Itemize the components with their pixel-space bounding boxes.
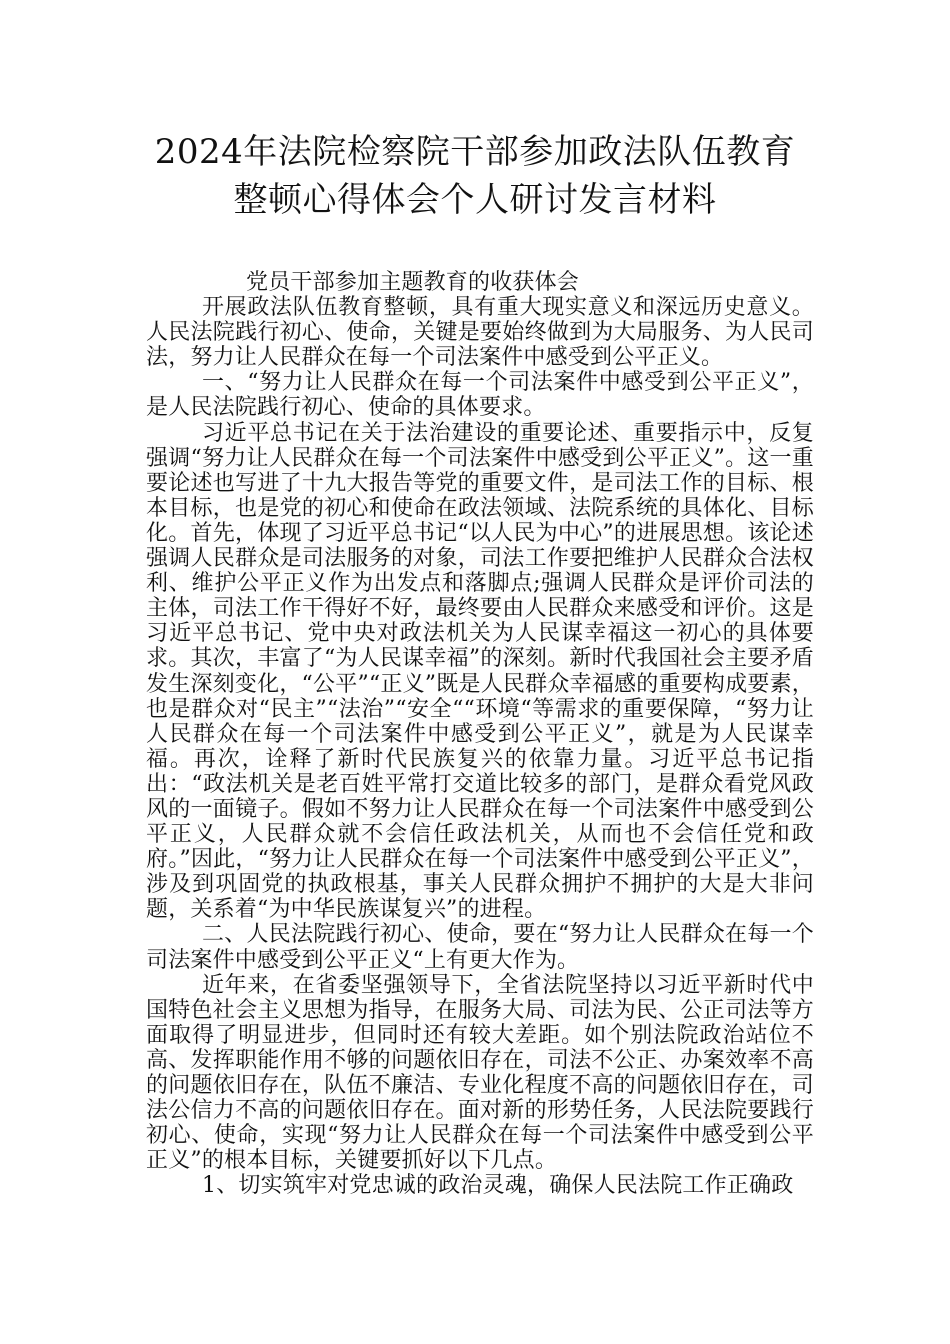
paragraph-section-1: 习近平总书记在关于法治建设的重要论述、重要指示中，反复强调“努力让人民群众在每一个司法案件中感受到公平正义”。这一重要论述也写进了十九大报告等党的重要文件，是司法工作的目标、根本目标，也是党的初心和使命在政法领域、法院系统的具体化、目标化。首先，体现了习近平总书记“以人民为中心”的进展思想。该论述强调人民群众是司法服务的对象，司法工作要把维护人民群众合法权利、维护公平正义作为出发点和落脚点;强调人民群众是评价司法的主体，司法工作干得好不好，最终要由人民群众来感受和评价。这是习近平总书记、党中央对政法机关为人民谋幸福这一初心的具体要求。其次，丰富了“为人民谋幸福”的深刻。新时代我国社会主要矛盾发生深刻变化，“公平”“正义”既是人民群众幸福感的重要构成要素，也是群众对“民主”“法治”“安全““环境“等需求的重要保障，“努力让人民群众在每一个司法案件中感受到公平正义”，就是为人民谋幸福。再次，诠释了新时代民族复兴的依靠力量。习近平总书记指出：“政法机关是老百姓平常打交道比较多的部门，是群众看党风政风的一面镜子。假如不努力让人民群众在每一个司法案件中感受到公平正义，人民群众就不会信任政法机关，从而也不会信任党和政府。”因此，“努力让人民群众在每一个司法案件中感受到公平正义”，涉及到巩固党的执政根基，事关人民群众拥护不拥护的大是大非问题，关系着“为中华民族谋复兴”的进程。	[146, 420, 814, 923]
document-body	[146, 270, 814, 1198]
document-title	[60, 128, 890, 224]
document-subtitle: 党员干部参加主题教育的收获体会	[246, 270, 580, 295]
paragraph-intro: 开展政法队伍教育整顿，具有重大现实意义和深远历史意义。人民法院践行初心、使命，关键是要始终做到为大局服务、为人民司法，努力让人民群众在每一个司法案件中感受到公平正义。	[146, 295, 814, 371]
section-heading-1: 一、“努力让人民群众在每一个司法案件中感受到公平正义”，是人民法院践行初心、使命的具体要求。	[146, 370, 814, 421]
title-line-1: 2024年法院检察院干部参加政法队伍教育	[154, 132, 796, 172]
section-heading-2: 二、人民法院践行初心、使命，要在“努力让人民群众在每一个司法案件中感受到公平正义“上有更大作为。	[146, 922, 814, 973]
paragraph-point-1: 1、切实筑牢对党忠诚的政治灵魂，确保人民法院工作正确政	[202, 1173, 794, 1199]
title-line-2: 整顿心得体会个人研讨发言材料	[233, 180, 717, 220]
paragraph-section-2: 近年来，在省委坚强领导下，全省法院坚持以习近平新时代中国特色社会主义思想为指导，在服务大局、司法为民、公正司法等方面取得了明显进步，但同时还有较大差距。如个别法院政治站位不高、发挥职能作用不够的问题依旧存在，司法不公正、办案效率不高的问题依旧存在，队伍不廉洁、专业化程度不高的问题依旧存在，司法公信力不高的问题依旧存在。面对新的形势任务，人民法院要践行初心、使命，实现“努力让人民群众在每一个司法案件中感受到公平正义”的根本目标，关键要抓好以下几点。	[146, 972, 814, 1174]
